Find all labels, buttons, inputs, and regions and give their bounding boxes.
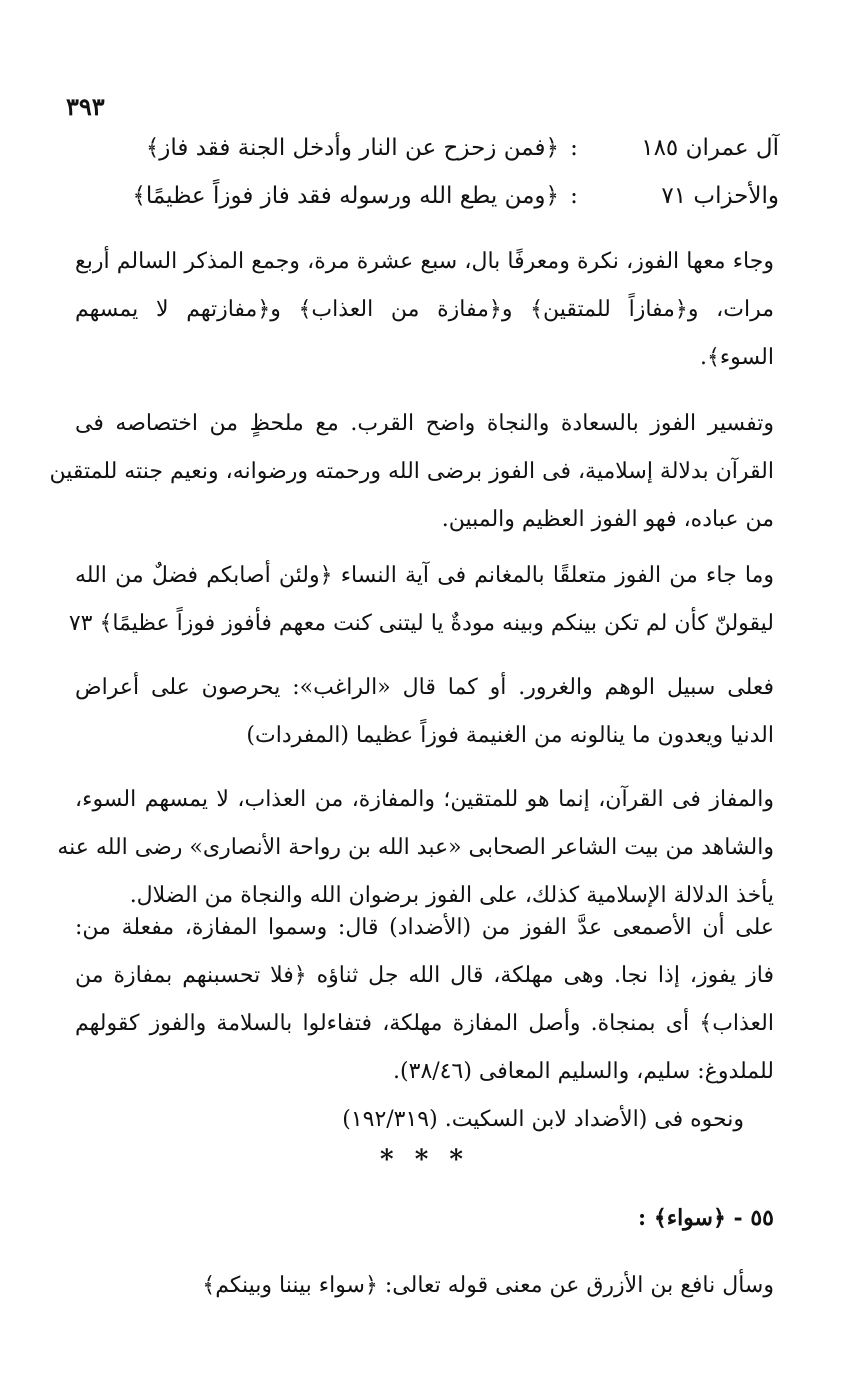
text-line: من عباده، فهو الفوز العظيم والمبين. [441,507,774,532]
text-line: والمفاز فى القرآن، إنما هو للمتقين؛ والمفازة، من العذاب، لا يمسهم السوء، [75,787,774,812]
text-line: وما جاء من الفوز متعلقًا بالمغانم فى آية النساء ﴿ولئن أصابكم فضلٌ من الله [75,563,774,588]
paragraph-nafi-question [75,1262,774,1310]
entry-dash: - [733,1205,743,1231]
text-line: السوء﴾. [699,345,774,370]
text-line: القرآن بدلالة إسلامية، فى الفوز برضى الله ورحمته ورضوانه، ونعيم جنته للمتقين [49,459,774,484]
paragraph-spoils [68,552,774,648]
text-line: الدنيا ويعدون ما ينالونه من الغنيمة فوزاً عظيما (المفردات) [246,723,774,748]
verse-text: ﴿ومن يطع الله ورسوله فقد فاز فوزاً عظيمًا﴾ [132,183,559,209]
verse-citation-1 [70,135,779,161]
verse-reference: آل عمران ١٨٥ [641,135,779,161]
entry-heading [638,1205,774,1231]
text-line: العذاب﴾ أى بمنجاة. وأصل المفازة مهلكة، فتفاءلوا بالسلامة والفوز كقولهم [75,1011,774,1036]
text-line: وجاء معها الفوز، نكرة ومعرفًا بال، سبع عشرة مرة، وجمع المذكر السالم أربع [75,249,774,274]
text-line: مرات، و﴿مفازاً للمتقين﴾ و﴿مفازة من العذاب﴾ و﴿مفازتهم لا يمسهم [75,297,774,322]
paragraph-fawz-occurrences [75,238,774,382]
verse-text: ﴿فمن زحزح عن النار وأدخل الجنة فقد فاز﴾ [145,135,559,161]
entry-colon: : [638,1205,647,1231]
verse-citation-2 [70,183,779,209]
text-line: فاز يفوز، إذا نجا. وهى مهلكة، قال الله جل ثناؤه ﴿فلا تحسبنهم بمفازة من [75,963,774,988]
text-line: يأخذ الدلالة الإسلامية كذلك، على الفوز برضوان الله والنجاة من الضلال. [129,883,774,908]
text-line: وسأل نافع بن الأزرق عن معنى قوله تعالى: ﴿سواء بيننا وبينكم﴾ [202,1273,774,1298]
verse-reference: والأحزاب ٧١ [661,183,779,209]
text-line: للملدوغ: سليم، والسليم المعافى (٣٨/٤٦). [393,1059,774,1084]
text-line: ليقولنّ كأن لم تكن بينكم وبينه مودةٌ يا ليتنى كنت معهم فأفوز فوزاً عظيمًا﴾ ٧٣ [68,611,774,636]
paragraph-asmai-opposites [75,904,774,1144]
paragraph-mafaz [57,776,774,920]
text-line: وتفسير الفوز بالسعادة والنجاة واضح القرب. مع ملحظٍ من اختصاصه فى [75,411,774,436]
section-separator: * * * [380,1145,469,1175]
entry-number: ٥٥ [750,1205,774,1231]
text-line: ونحوه فى (الأضداد لابن السكيت. (١٩٢/٣١٩) [342,1107,744,1132]
entry-word: ﴿سواء﴾ [653,1205,726,1231]
page-number: ٣٩٣ [66,92,105,121]
verse-separator: : [570,135,578,161]
text-line: فعلى سبيل الوهم والغرور. أو كما قال «الراغب»: يحرصون على أعراض [75,675,774,700]
text-line: على أن الأصمعى عدَّ الفوز من (الأضداد) قال: وسموا المفازة، مفعلة من: [75,915,774,940]
verse-separator: : [570,183,578,209]
paragraph-fawz-interpretation [49,400,774,544]
paragraph-raghib-quote [75,664,774,760]
text-line: والشاهد من بيت الشاعر الصحابى «عبد الله بن رواحة الأنصارى» رضى الله عنه [57,835,774,860]
